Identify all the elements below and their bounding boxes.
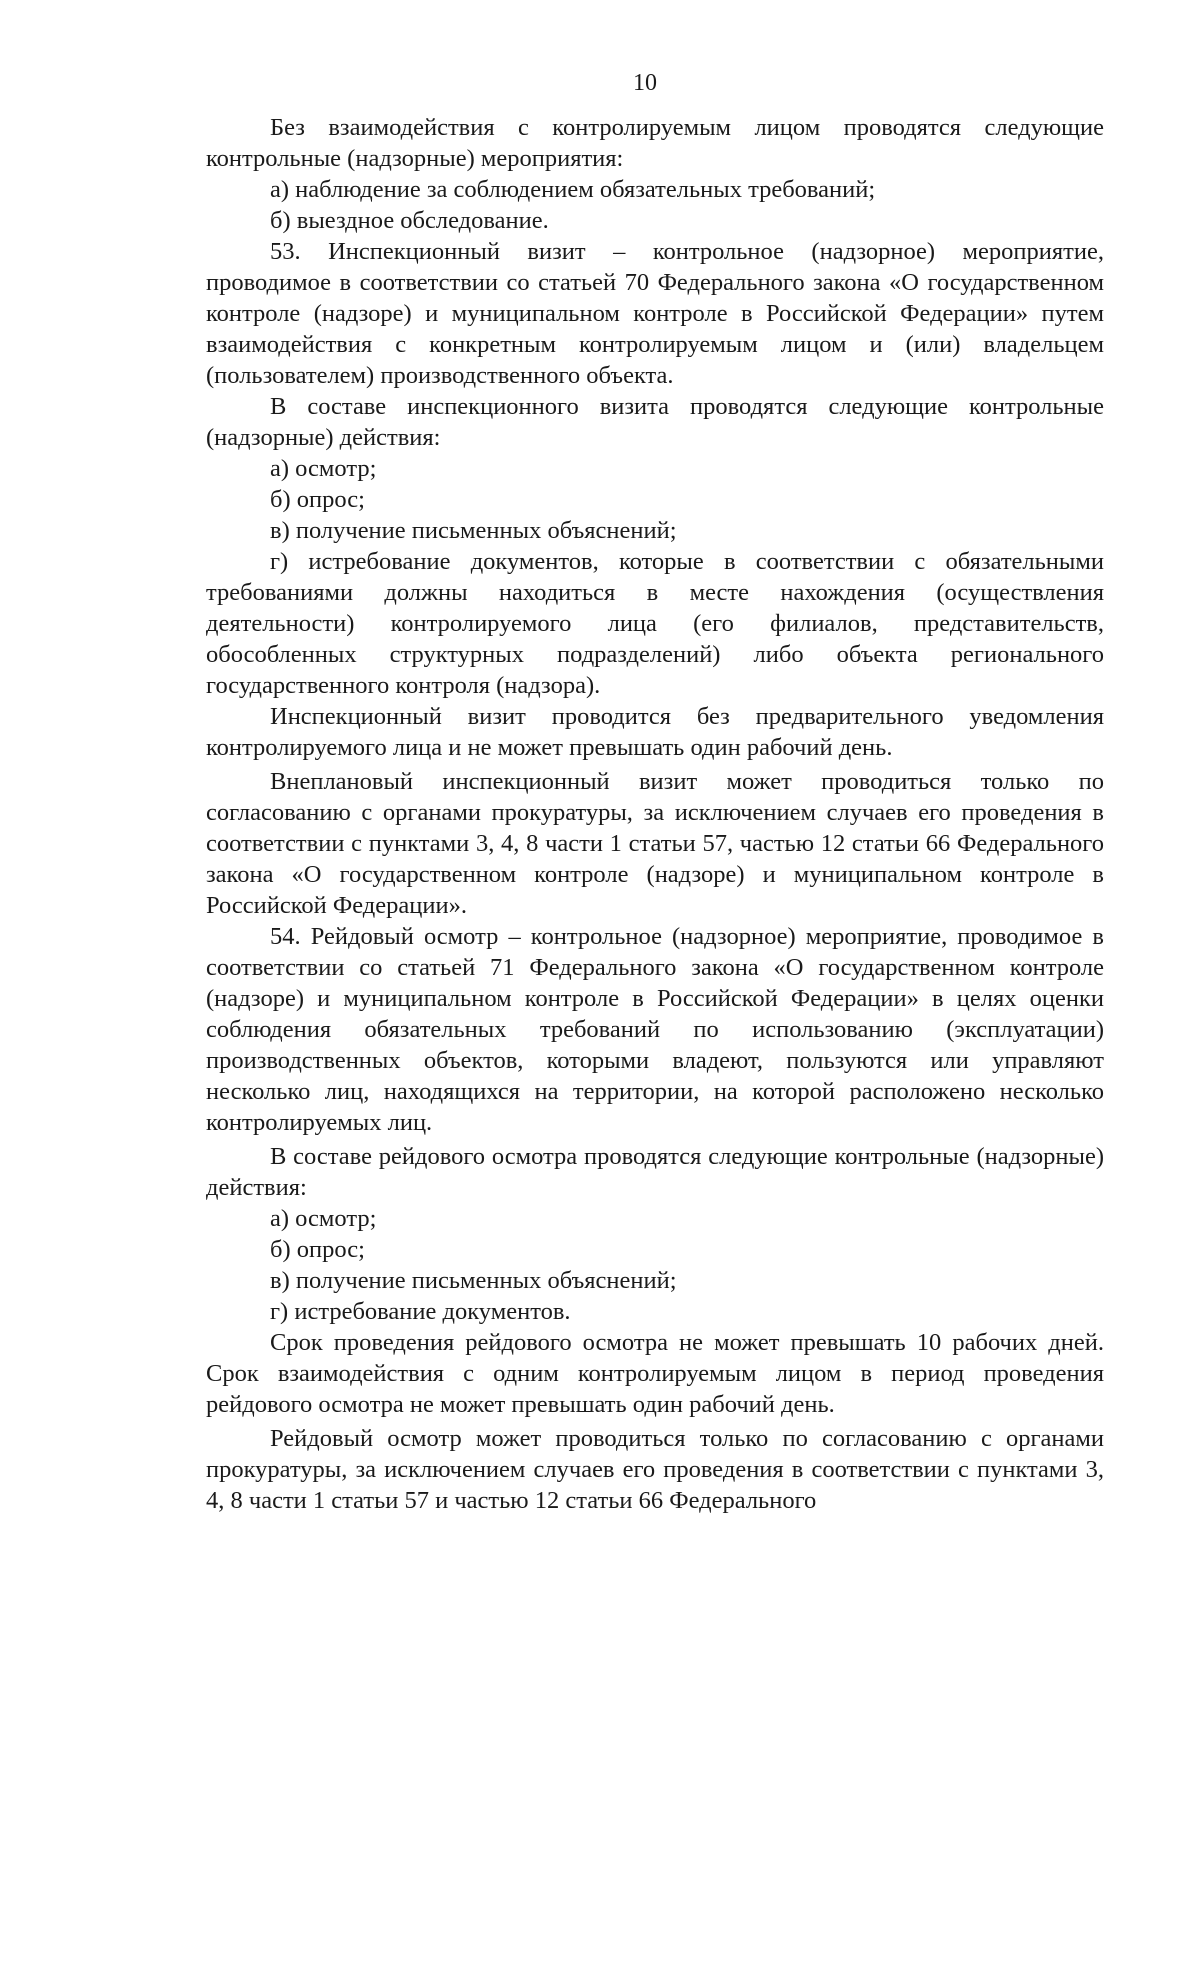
list-item-field-survey: б) выездное обследование. <box>270 207 549 234</box>
paragraph-raid-term: Срок проведения рейдового осмотра не может превышать 10 рабочих дней. Срок взаимодействия с одним контролируемым лицом в период проведения рейдового осмотра не может превышать один рабочий день. <box>206 1329 1104 1418</box>
document-body <box>206 112 1104 1516</box>
paragraph-53: 53. Инспекционный визит – контрольное (надзорное) мероприятие, проводимое в соответствии со статьей 70 Федерального закона «О государственном контроле (надзоре) и муниципальном контроле в Российской Федерации» путем взаимодействия с конкретным контролируемым лицом и (или) владельцем (пользователем) производственного объекта. <box>206 238 1104 389</box>
list-item-raid-inspection: а) осмотр; <box>270 1205 377 1232</box>
list-item-observation: а) наблюдение за соблюдением обязательных требований; <box>270 176 876 203</box>
page-number: 10 <box>633 70 657 96</box>
list-item-raid-explanations: в) получение письменных объяснений; <box>270 1267 677 1294</box>
list-item-explanations: в) получение письменных объяснений; <box>270 517 677 544</box>
paragraph-54: 54. Рейдовый осмотр – контрольное (надзорное) мероприятие, проводимое в соответствии со статьей 71 Федерального закона «О государственном контроле (надзоре) и муниципальном контроле в Российской Федерации» в целях оценки соблюдения обязательных требований по использованию (эксплуатации) производственных объектов, которыми владеют, пользуются или управляют несколько лиц, находящихся на территории, на которой расположено несколько контролируемых лиц. <box>206 923 1104 1136</box>
list-item-inspection: а) осмотр; <box>270 455 377 482</box>
paragraph-intro: Без взаимодействия с контролируемым лицом проводятся следующие контрольные (надзорные) мероприятия: <box>206 114 1104 172</box>
list-item-documents: г) истребование документов, которые в соответствии с обязательными требованиями должны находиться в месте нахождения (осуществления деятельности) контролируемого лица (его филиалов, представительств, обособленных структурных подразделений) либо объекта регионального государственного контроля (надзора). <box>206 548 1104 699</box>
paragraph-raid-actions: В составе рейдового осмотра проводятся следующие контрольные (надзорные) действия: <box>206 1143 1104 1201</box>
list-item-raid-survey: б) опрос; <box>270 1236 365 1263</box>
paragraph-visit-notice: Инспекционный визит проводится без предварительного уведомления контролируемого лица и не может превышать один рабочий день. <box>206 703 1104 761</box>
paragraph-raid-approval: Рейдовый осмотр может проводиться только по согласованию с органами прокуратуры, за исключением случаев его проведения в соответствии с пунктами 3, 4, 8 части 1 статьи 57 и частью 12 статьи 66 Федерального <box>206 1425 1104 1514</box>
list-item-survey: б) опрос; <box>270 486 365 513</box>
paragraph-unscheduled-visit: Внеплановый инспекционный визит может проводиться только по согласованию с органами прокуратуры, за исключением случаев его проведения в соответствии с пунктами 3, 4, 8 части 1 статьи 57, частью 12 статьи 66 Федерального закона «О государственном контроле (надзоре) и муниципальном контроле в Российской Федерации». <box>206 768 1104 919</box>
paragraph-visit-actions: В составе инспекционного визита проводятся следующие контрольные (надзорные) действия: <box>206 393 1104 451</box>
list-item-raid-documents: г) истребование документов. <box>270 1298 571 1325</box>
